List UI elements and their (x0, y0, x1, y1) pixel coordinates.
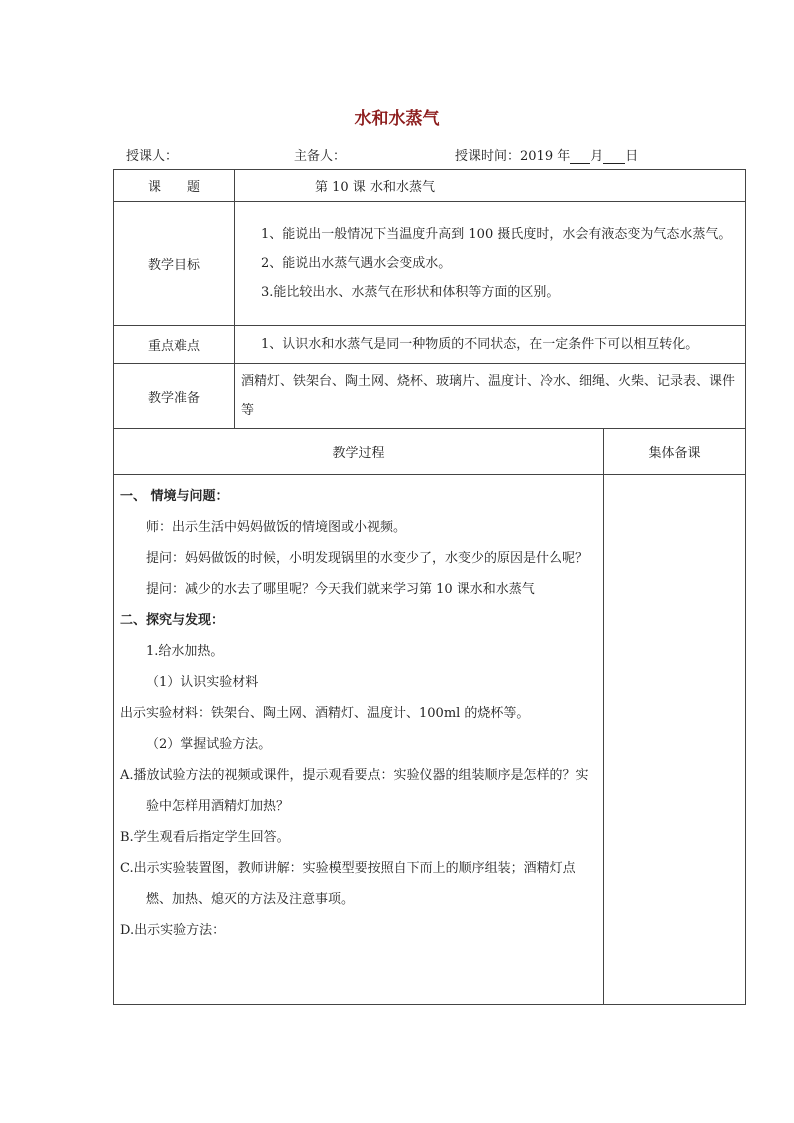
paragraph: 出示实验材料：铁架台、陶土网、酒精灯、温度计、100ml 的烧杯等。 (120, 706, 530, 721)
paragraph: 1.给水加热。 (146, 644, 224, 659)
lesson-plan-table (113, 169, 746, 1005)
lesson-time (455, 145, 638, 164)
month-label: 月 (590, 149, 604, 164)
paragraph: C.出示实验装置图，教师讲解：实验模型要按照自下而上的顺序组装；酒精灯点燃、加热、熄灭的方法及注意事项。 (120, 861, 576, 907)
collective-notes-cell (604, 475, 746, 1005)
goals-row (114, 202, 746, 326)
day-blank (603, 149, 625, 164)
section-heading: 二、探究与发现： (120, 613, 225, 628)
key-row (114, 326, 746, 364)
prep-label: 教学准备 (114, 364, 235, 429)
month-blank (570, 149, 590, 164)
paragraph: D.出示实验方法： (120, 923, 226, 938)
goals-label: 教学目标 (114, 202, 235, 326)
time-label: 授课时间：2019 年 (455, 149, 571, 164)
topic-row (114, 170, 746, 202)
day-label: 日 (625, 149, 639, 164)
paragraph: 提问：妈妈做饭的时候，小明发现锅里的水变少了，水变少的原因是什么呢？ (146, 551, 589, 566)
paragraph: 提问：减少的水去了哪里呢？今天我们就来学习第 10 课水和水蒸气 (146, 582, 535, 597)
process-content (114, 475, 604, 1005)
process-header-row (114, 429, 746, 475)
key-label: 重点难点 (114, 326, 235, 364)
topic-label: 课 题 (114, 170, 235, 202)
process-row (114, 475, 746, 1005)
collective-header: 集体备课 (604, 429, 746, 475)
paragraph: （1）认识实验材料 (146, 675, 259, 690)
goal-item: 1、能说出一般情况下当温度升高到 100 摄氏度时，水会有液态变为气态水蒸气。 (261, 227, 732, 242)
paragraph: （2）掌握试验方法。 (146, 737, 272, 752)
section-heading: 一、 情境与问题： (120, 489, 229, 504)
topic-value: 第 10 课 水和水蒸气 (235, 170, 746, 202)
paragraph: B.学生观看后指定学生回答。 (120, 830, 290, 845)
paragraph: 师：出示生活中妈妈做饭的情境图或小视频。 (146, 520, 407, 535)
prep-row (114, 364, 746, 429)
goals-cell (235, 202, 746, 326)
goal-item: 2、能说出水蒸气遇水会变成水。 (261, 256, 452, 271)
preparer-label: 主备人： (294, 149, 347, 164)
paragraph: A.播放试验方法的视频或课件，提示观看要点：实验仪器的组装顺序是怎样的？实验中怎样用酒精灯加热？ (120, 768, 589, 814)
key-value: 1、认识水和水蒸气是同一种物质的不同状态，在一定条件下可以相互转化。 (235, 326, 746, 364)
goal-item: 3.能比较出水、水蒸气在形状和体积等方面的区别。 (261, 285, 560, 300)
teacher-label: 授课人： (126, 149, 179, 164)
page-title: 水和水蒸气 (354, 109, 440, 129)
process-header: 教学过程 (114, 429, 604, 475)
prep-value: 酒精灯、铁架台、陶土网、烧杯、玻璃片、温度计、冷水、细绳、火柴、记录表、课件等 (235, 364, 746, 429)
